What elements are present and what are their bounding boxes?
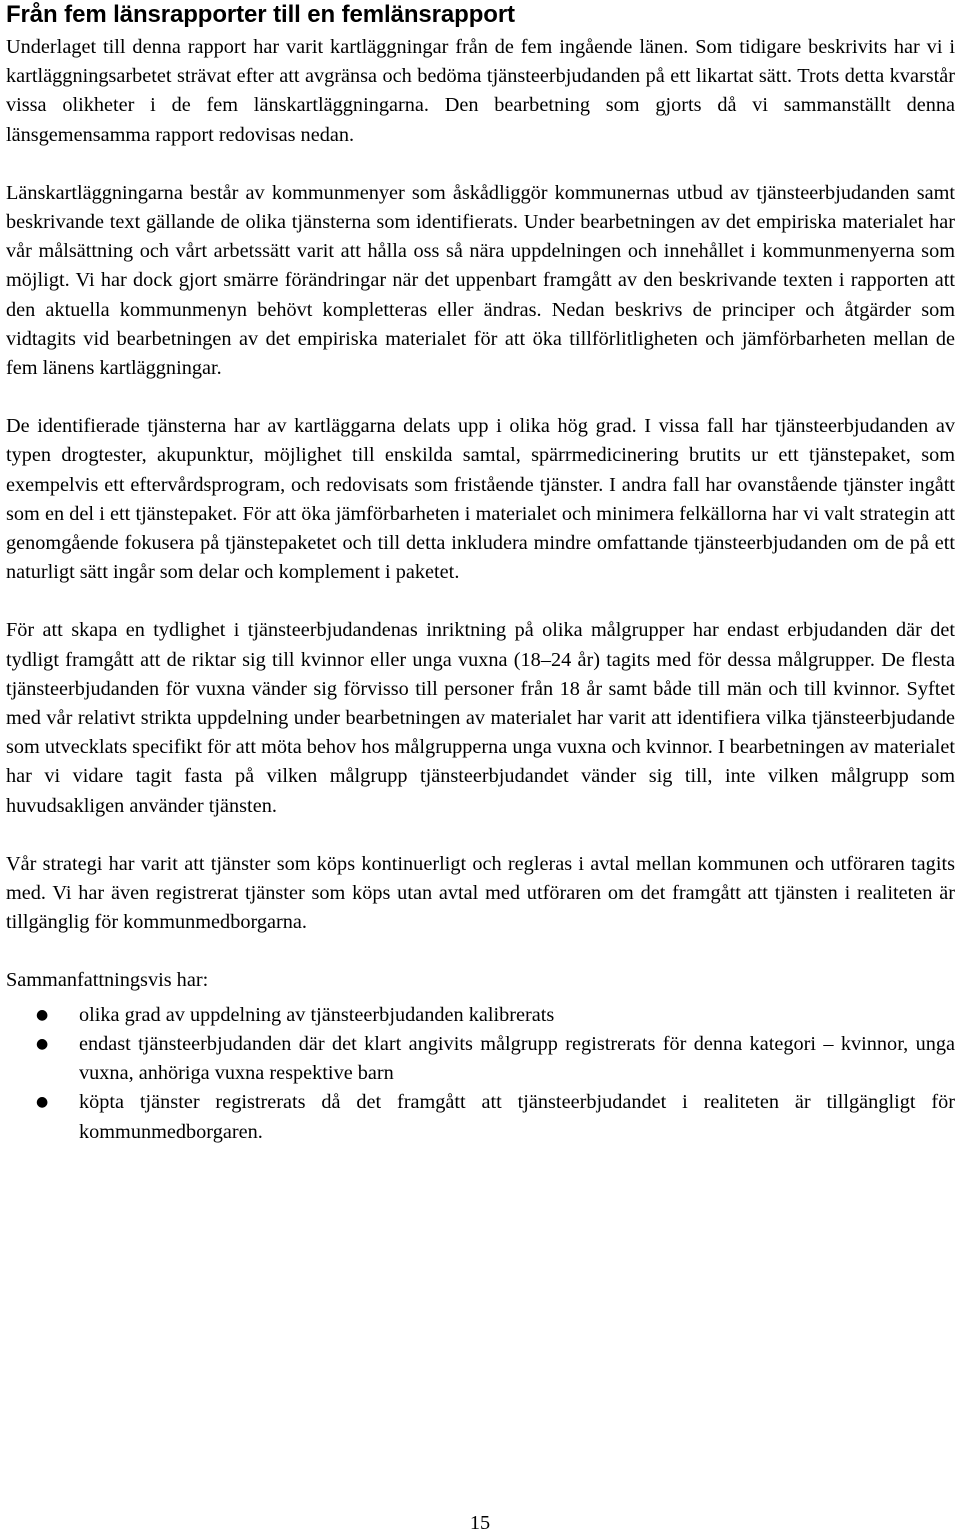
list-item bbox=[6, 1030, 955, 1088]
list-item-text: köpta tjänster registrerats då det framgått att tjänsteerbjudandet i realiteten är tillgängligt för kommunmedborgaren. bbox=[79, 1091, 955, 1143]
summary-list bbox=[6, 1001, 955, 1147]
summary-intro: Sammanfattningsvis har: bbox=[6, 969, 209, 992]
bullet-icon: ● bbox=[36, 1006, 49, 1023]
bullet-icon: ● bbox=[36, 1094, 49, 1111]
document-page bbox=[6, 0, 955, 1147]
paragraph-kommunmenyer: Länskartläggningarna består av kommunmenyer som åskådliggör kommunernas utbud av tjänsteerbjudanden samt beskrivande text gällande de olika tjänsterna som identifierats. Under bearbetningen av det empiriska materialet har vår målsättning och vårt arbetssätt varit att hålla oss så nära uppdelningen och innehållet i kommunmenyerna som möjligt. Vi har dock gjort smärre förändringar när det uppenbart framgått av den beskrivande texten i rapporten att den aktuella kommunmenyn behövt kompletteras eller ändras. Nedan beskrivs de principer och åtgärder som vidtagits vid bearbetningen av det empiriska materialet för att öka tillförlitligheten och jämförbarheten mellan de fem länens kartläggningar. bbox=[6, 181, 955, 380]
list-item-text: olika grad av uppdelning av tjänsteerbjudanden kalibrerats bbox=[79, 1003, 555, 1026]
list-item bbox=[6, 1001, 955, 1030]
paragraph-strategi: Vår strategi har varit att tjänster som köps kontinuerligt och regleras i avtal mellan kommunen och utföraren tagits med. Vi har även registrerat tjänster som köps utan avtal med utföraren om det framgått att tjänsten i realiteten är tillgänglig för kommunmedborgarna. bbox=[6, 852, 955, 934]
section-heading: Från fem länsrapporter till en femlänsrapport bbox=[6, 1, 515, 28]
list-item-text: endast tjänsteerbjudanden där det klart angivits målgrupp registrerats för denna kategori – kvinnor, unga vuxna, anhöriga vuxna respektive barn bbox=[79, 1032, 955, 1085]
paragraph-intro: Underlaget till denna rapport har varit kartläggningar från de fem ingående länen. Som tidigare beskrivits har vi i kartläggningsarbetet strävat efter att avgränsa och bedöma tjänsteerbjudanden på ett likartat sätt. Trots detta kvarstår vissa olikheter i de fem länskartläggningarna. Den bearbetning som gjorts då vi sammanställt denna länsgemensamma rapport redovisas nedan. bbox=[6, 36, 955, 146]
paragraph-malgrupper: För att skapa en tydlighet i tjänsteerbjudandenas inriktning på olika målgrupper har endast erbjudanden där det tydligt framgått att de riktar sig till kvinnor eller unga vuxna (18–24 år) tagits med för dessa målgrupper. De flesta tjänsteerbjudanden för vuxna vänder sig förvisso till personer från 18 år samt både till män och till kvinnor. Syftet med vår relativt strikta uppdelning under bearbetningen av materialet har varit att identifiera vilka tjänsteerbjudande som utvecklats specifikt för att möta behov hos målgrupperna unga vuxna och kvinnor. I bearbetningen av materialet har vi vidare tagit fasta på vilken målgrupp tjänsteerbjudandet vänder sig till, inte vilken målgrupp som huvudsakligen använder tjänsten. bbox=[6, 619, 955, 817]
list-item bbox=[6, 1088, 955, 1146]
paragraph-tjanstepaket: De identifierade tjänsterna har av kartläggarna delats upp i olika hög grad. I vissa fall har tjänsteerbjudanden av typen drogtester, akupunktur, möjlighet till enskilda samtal, spärrmedicinering brutits ur ett tjänstepaket, som exempelvis ett eftervårdsprogram, och redovisats som fristående tjänster. I andra fall har ovanstående tjänster ingått som en del i ett tjänstepaket. För att öka jämförbarheten i materialet och minimera felkällorna har vi valt strategin att genomgående fokusera på tjänstepaketet och till detta inkludera mindre omfattande tjänsteerbjudanden om de på ett naturligt sätt ingår som delar och komplement i paketet. bbox=[6, 415, 955, 584]
page-number: 15 bbox=[469, 1512, 491, 1534]
bullet-icon: ● bbox=[36, 1035, 49, 1052]
